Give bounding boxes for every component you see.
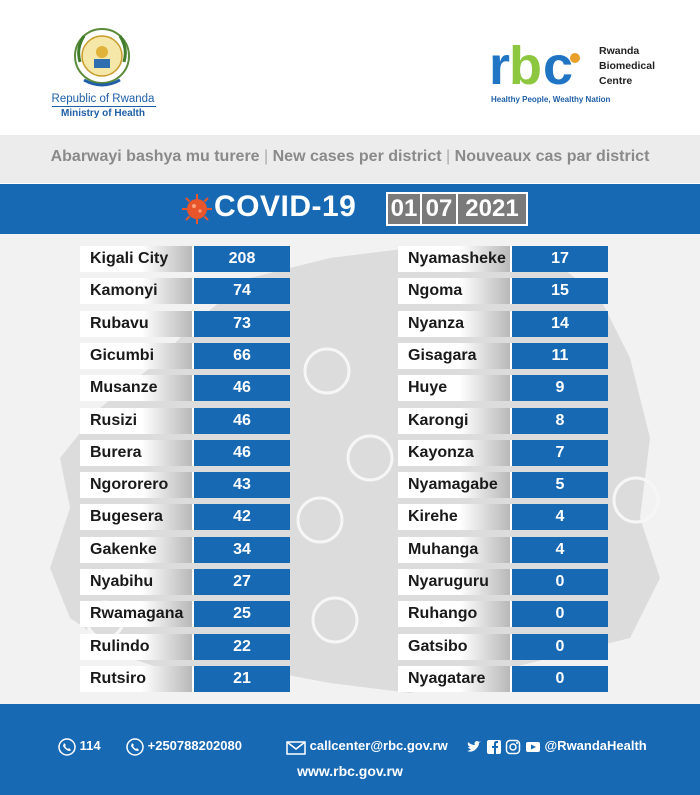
footer-email (286, 737, 448, 755)
district-name: Huye (398, 375, 510, 401)
district-row (398, 537, 608, 563)
district-name: Gakenke (80, 537, 192, 563)
district-cases: 15 (510, 278, 608, 304)
district-name: Rusizi (80, 408, 192, 434)
district-row (398, 601, 608, 627)
district-cases: 0 (510, 666, 608, 692)
district-cases: 5 (510, 472, 608, 498)
district-name: Rwamagana (80, 601, 192, 627)
district-cases: 11 (510, 343, 608, 369)
district-row (80, 537, 290, 563)
ministry-name: Ministry of Health (61, 108, 145, 119)
district-cases: 4 (510, 504, 608, 530)
district-name: Karongi (398, 408, 510, 434)
email-text[interactable]: callcenter@rbc.gov.rw (309, 738, 448, 753)
district-row (80, 278, 290, 304)
district-name: Ngoma (398, 278, 510, 304)
district-name: Nyanza (398, 311, 510, 337)
district-row (398, 472, 608, 498)
district-row (80, 311, 290, 337)
date-month: 07 (420, 192, 458, 226)
district-cases: 9 (510, 375, 608, 401)
district-cases: 42 (192, 504, 290, 530)
district-name: Rulindo (80, 634, 192, 660)
district-cases: 0 (510, 634, 608, 660)
district-cases: 14 (510, 311, 608, 337)
district-cases: 46 (192, 408, 290, 434)
district-name: Nyaruguru (398, 569, 510, 595)
district-row (398, 408, 608, 434)
district-cases: 208 (192, 246, 290, 272)
district-cases: 25 (192, 601, 290, 627)
district-row (398, 504, 608, 530)
district-name: Kayonza (398, 440, 510, 466)
district-name: Burera (80, 440, 192, 466)
district-cases: 73 (192, 311, 290, 337)
district-name: Musanze (80, 375, 192, 401)
district-row (398, 569, 608, 595)
district-cases: 17 (510, 246, 608, 272)
subtitle-english: New cases per district (272, 148, 442, 165)
district-name: Rutsiro (80, 666, 192, 692)
district-row (398, 666, 608, 692)
district-name: Nyabihu (80, 569, 192, 595)
email-icon (286, 739, 306, 755)
subtitle-separator: | (264, 148, 269, 165)
district-row (80, 601, 290, 627)
district-name: Ngororero (80, 472, 192, 498)
facebook-icon[interactable] (486, 739, 502, 755)
district-row (398, 278, 608, 304)
district-cases: 21 (192, 666, 290, 692)
district-name: Bugesera (80, 504, 192, 530)
subtitle-separator: | (446, 148, 451, 165)
district-row (80, 440, 290, 466)
whatsapp-icon (126, 738, 144, 756)
district-cases: 0 (510, 601, 608, 627)
district-cases: 7 (510, 440, 608, 466)
district-name: Gisagara (398, 343, 510, 369)
subtitle-french: Nouveaux cas par district (454, 148, 650, 165)
rbc-name-line: Biomedical (599, 60, 656, 72)
district-cases: 34 (192, 537, 290, 563)
svg-text:c: c (543, 38, 571, 94)
district-row (398, 634, 608, 660)
phone-icon (58, 738, 76, 756)
district-row (398, 246, 608, 272)
divider (52, 106, 156, 107)
government-name: Republic of Rwanda (51, 93, 155, 105)
rbc-name (599, 44, 655, 89)
date-day: 01 (386, 192, 422, 226)
district-name: Nyagatare (398, 666, 510, 692)
svg-text:b: b (509, 38, 539, 94)
twitter-icon[interactable] (466, 739, 482, 755)
subtitle (0, 148, 700, 166)
district-row (398, 440, 608, 466)
district-row (80, 246, 290, 272)
district-cases: 27 (192, 569, 290, 595)
district-cases: 74 (192, 278, 290, 304)
district-name: Nyamasheke (398, 246, 510, 272)
district-name: Nyamagabe (398, 472, 510, 498)
rbc-tagline: Healthy People, Wealthy Nation (491, 95, 611, 104)
district-cases: 22 (192, 634, 290, 660)
covid-title: COVID-19 (214, 190, 357, 223)
rbc-name-line: Rwanda (599, 45, 640, 57)
district-cases: 46 (192, 440, 290, 466)
rwanda-map-watermark-icon (30, 238, 670, 698)
district-row (80, 472, 290, 498)
district-row (80, 634, 290, 660)
rbc-name-line: Centre (599, 75, 633, 87)
phone-long-text[interactable]: +250788202080 (147, 738, 242, 753)
district-name: Ruhango (398, 601, 510, 627)
district-row (398, 311, 608, 337)
website-link[interactable]: www.rbc.gov.rw (297, 763, 403, 779)
svg-text:r: r (489, 38, 508, 94)
district-row (80, 569, 290, 595)
footer-phone-long (126, 737, 242, 756)
virus-icon (180, 192, 214, 226)
district-cases: 43 (192, 472, 290, 498)
district-name: Muhanga (398, 537, 510, 563)
district-name: Gatsibo (398, 634, 510, 660)
district-cases: 46 (192, 375, 290, 401)
district-row (398, 343, 608, 369)
instagram-icon[interactable] (505, 739, 521, 755)
social-handle-text[interactable]: @RwandaHealth (544, 738, 647, 753)
district-row (80, 375, 290, 401)
district-row (80, 343, 290, 369)
district-name: Kamonyi (80, 278, 192, 304)
district-name: Kigali City (80, 246, 192, 272)
district-cases: 0 (510, 569, 608, 595)
footer-social (466, 737, 647, 755)
district-name: Rubavu (80, 311, 192, 337)
header (0, 0, 700, 135)
subtitle-kinyarwanda: Abarwayi bashya mu turere (50, 148, 260, 165)
district-row (80, 504, 290, 530)
district-row (80, 666, 290, 692)
district-row (80, 408, 290, 434)
phone-short-text[interactable]: 114 (79, 738, 101, 753)
district-cases: 66 (192, 343, 290, 369)
rbc-logo-icon (489, 38, 597, 94)
youtube-icon[interactable] (525, 739, 541, 755)
rwanda-seal-icon (70, 22, 134, 94)
district-name: Kirehe (398, 504, 510, 530)
district-row (398, 375, 608, 401)
district-name: Gicumbi (80, 343, 192, 369)
footer-phone-short (58, 737, 101, 756)
district-cases: 4 (510, 537, 608, 563)
district-cases: 8 (510, 408, 608, 434)
date-year: 2021 (456, 192, 528, 226)
